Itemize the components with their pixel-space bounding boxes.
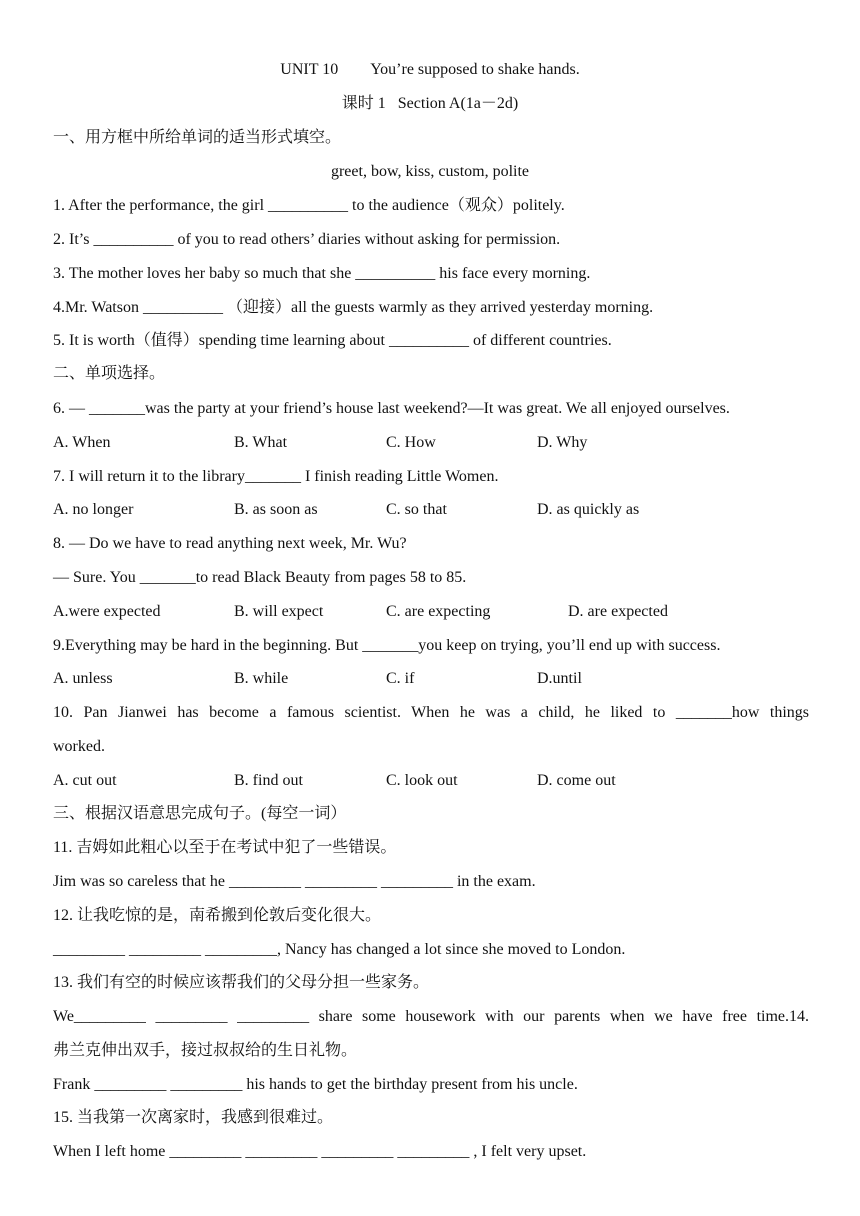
question-14-chinese: 弗兰克伸出双手，接过叔叔给的生日礼物。 (53, 1042, 358, 1059)
option-b: B. as soon as (234, 501, 318, 518)
option-c: C. if (386, 670, 415, 687)
option-b: B. while (234, 670, 289, 687)
option-c: C. so that (386, 501, 447, 518)
question-11-english: Jim was so careless that he _________ _________ _________ in the exam. (53, 873, 536, 890)
question-4: 4.Mr. Watson __________ （迎接）all the guests warmly as they arrived yesterday morning. (53, 299, 654, 316)
option-c: C. look out (386, 772, 458, 789)
option-d: D. come out (537, 772, 616, 789)
question-6-options (53, 433, 809, 453)
section-3-heading: 三、根据汉语意思完成句子。(每空一词） (53, 805, 347, 822)
question-7-options (53, 500, 809, 520)
question-10: 10. Pan Jianwei has become a famous scientist. When he was a child, he liked to _______how things (53, 704, 809, 721)
lesson-subtitle: 课时 1 Section A(1a－2d) (341, 95, 519, 112)
question-12-chinese: 12. 让我吃惊的是，南希搬到伦敦后变化很大。 (53, 907, 382, 924)
section-2-heading: 二、单项选择。 (53, 365, 166, 382)
option-a: A. cut out (53, 772, 117, 789)
question-13-english: We_________ _________ _________ share some housework with our parents when we have free time.14. (53, 1008, 809, 1025)
question-10-options (53, 771, 809, 791)
option-a: A. no longer (53, 501, 134, 518)
question-13-chinese: 13. 我们有空的时候应该帮我们的父母分担一些家务。 (53, 974, 430, 991)
question-1: 1. After the performance, the girl __________ to the audience（观众）politely. (53, 197, 565, 214)
question-2: 2. It’s __________ of you to read others’ diaries without asking for permission. (53, 231, 561, 248)
question-11-chinese: 11. 吉姆如此粗心以至于在考试中犯了一些错误。 (53, 839, 397, 856)
option-a: A. unless (53, 670, 113, 687)
question-6: 6. — _______was the party at your friend’s house last weekend?—It was great. We all enjoyed ourselves. (53, 400, 730, 417)
question-8-options (53, 602, 809, 622)
question-7: 7. I will return it to the library_______ I finish reading Little Women. (53, 468, 499, 485)
question-8: 8. — Do we have to read anything next week, Mr. Wu? (53, 535, 407, 552)
option-d: D.until (537, 670, 582, 687)
question-8-reply: — Sure. You _______to read Black Beauty from pages 58 to 85. (53, 569, 467, 586)
option-c: C. How (386, 434, 436, 451)
option-d: D. Why (537, 434, 588, 451)
option-b: B. find out (234, 772, 303, 789)
option-d: D. are expected (568, 603, 668, 620)
question-15-chinese: 15. 当我第一次离家时，我感到很难过。 (53, 1109, 334, 1126)
word-box: greet, bow, kiss, custom, polite (330, 163, 530, 180)
question-5: 5. It is worth（值得）spending time learning about __________ of different countries. (53, 332, 612, 349)
question-15-english: When I left home _________ _________ _________ _________ , I felt very upset. (53, 1143, 587, 1160)
option-b: B. will expect (234, 603, 324, 620)
question-9: 9.Everything may be hard in the beginning. But _______you keep on trying, you’ll end up with success. (53, 637, 721, 654)
unit-title: UNIT 10 You’re supposed to shake hands. (280, 61, 580, 78)
option-b: B. What (234, 434, 288, 451)
question-14-english: Frank _________ _________ his hands to get the birthday present from his uncle. (53, 1076, 578, 1093)
question-3: 3. The mother loves her baby so much that she __________ his face every morning. (53, 265, 591, 282)
option-c: C. are expecting (386, 603, 491, 620)
option-d: D. as quickly as (537, 501, 640, 518)
option-a: A.were expected (53, 603, 161, 620)
option-a: A. When (53, 434, 111, 451)
question-12-english: _________ _________ _________, Nancy has changed a lot since she moved to London. (53, 941, 626, 958)
section-1-heading: 一、用方框中所给单词的适当形式填空。 (53, 129, 342, 146)
question-9-options (53, 669, 809, 689)
question-10-continued: worked. (53, 738, 105, 755)
